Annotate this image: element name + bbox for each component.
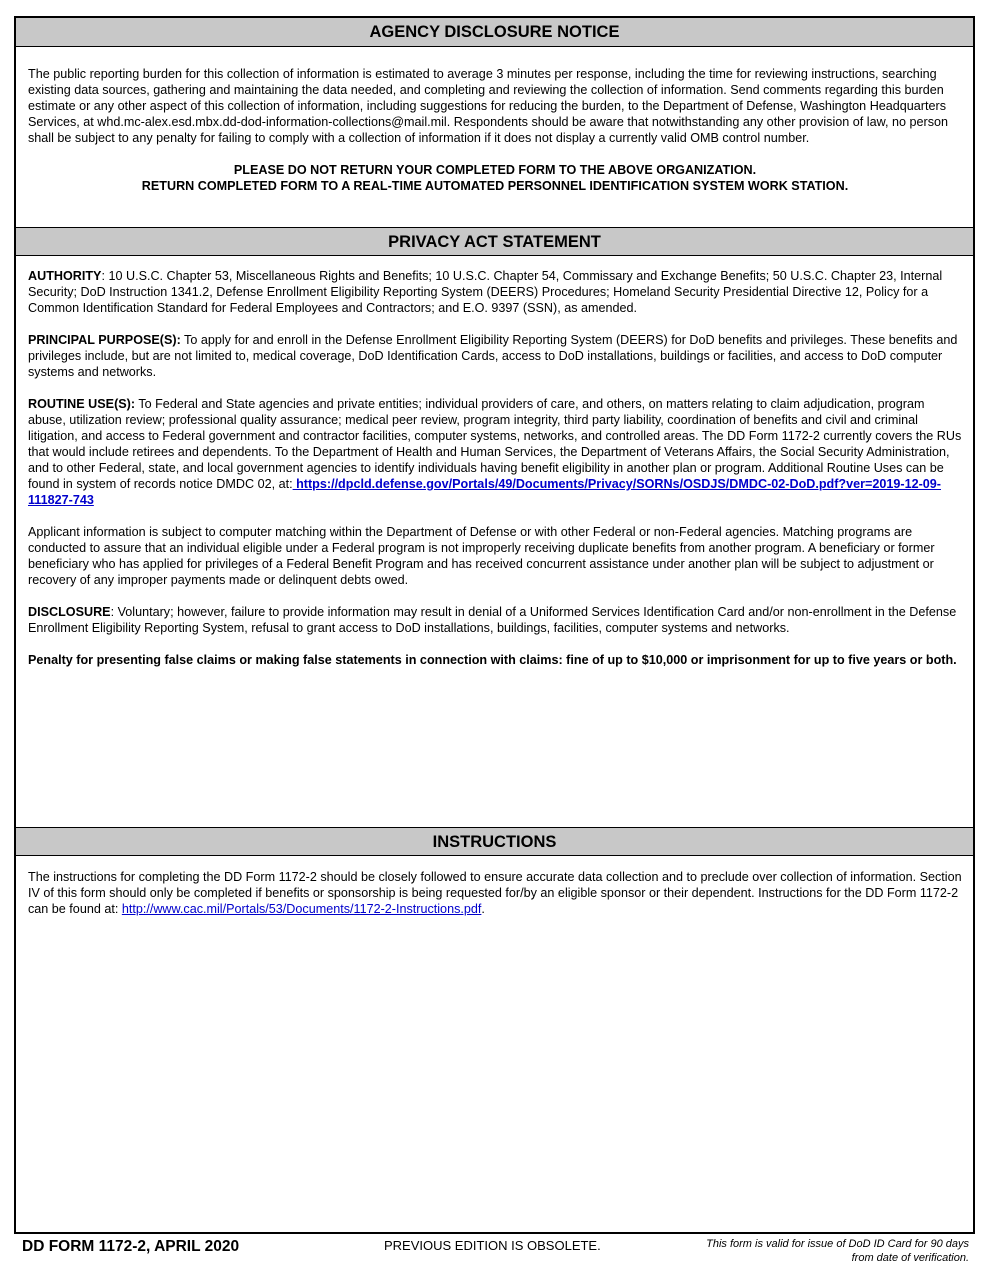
privacy-act-body [28,268,962,684]
sorn-link[interactable]: https://dpcld.defense.gov/Portals/49/Documents/Privacy/SORNs/OSDJS/DMDC-02-DoD.pdf?ver=2019-12-09-111827-743 [28,477,941,507]
matching-paragraph: Applicant information is subject to computer matching within the Department of Defense or with other Federal or non-Federal agencies. Matching programs are conducted to assure that an individual eligible under a Federal program is not improperly receiving duplicate benefits from another program. A beneficiary or former beneficiary who has applied for privileges of a Federal Benefit Program and has received concurrent assistance under another plan will be subject to adjustment or recovery of any improper payments made or delinquent debts owed. [28,525,935,587]
edition-note: PREVIOUS EDITION IS OBSOLETE. [384,1238,601,1253]
form-frame [14,16,975,1234]
form-id: DD FORM 1172-2, APRIL 2020 [22,1238,240,1255]
instructions-title: INSTRUCTIONS [432,833,557,851]
disclosure-text: : Voluntary; however, failure to provide information may result in denial of a Uniformed Services Identification Card and/or non-enrollment in the Defense Enrollment Eligibility Reporting System, refusal to grant access to DoD installations, buildings, facilities, computer systems and networks. [28,605,957,635]
purpose-label: PRINCIPAL PURPOSE(S): [28,333,181,347]
routine-uses-paragraph [28,396,962,508]
validity-line-1: This form is valid for issue of DoD ID Card for 90 days [706,1238,969,1250]
penalty-paragraph: Penalty for presenting false claims or making false statements in connection with claims: fine of up to $10,000 or imprisonment for up to five years or both. [28,653,957,667]
instructions-body [28,869,962,933]
purpose-paragraph [28,332,962,380]
instructions-text: The instructions for completing the DD Form 1172-2 should be closely followed to ensure accurate data collection and to preclude over collection of information. Section IV of this form should only be completed if benefits or sponsorship is being requested for/by an eligible sponsor or their dependent. Instructions for the DD Form 1172-2 can be found at: [28,870,962,916]
purpose-text: To apply for and enroll in the Defense Enrollment Eligibility Reporting System (DEERS) for DoD benefits and privileges. These benefits and privileges include, but are not limited to, medical coverage, DoD Identification Cards, access to DoD installations, buildings or facilities, and access to DoD computer systems and networks. [28,333,958,379]
routine-uses-label: ROUTINE USE(S): [28,397,136,411]
return-notice-line-1: PLEASE DO NOT RETURN YOUR COMPLETED FORM TO THE ABOVE ORGANIZATION. [233,163,757,177]
agency-disclosure-title: AGENCY DISCLOSURE NOTICE [369,23,620,41]
authority-paragraph [28,268,962,316]
instructions-paragraph [28,869,962,917]
validity-note [669,1237,969,1265]
privacy-act-title: PRIVACY ACT STATEMENT [388,233,601,251]
authority-text: : 10 U.S.C. Chapter 53, Miscellaneous Rights and Benefits; 10 U.S.C. Chapter 54, Commissary and Exchange Benefits; 50 U.S.C. Chapter 23, Internal Security; DoD Instruction 1341.2, Defense Enrollment Eligibility Reporting System (DEERS) Procedures; Homeland Security Presidential Directive 12, Policy for a Common Identification Standard for Federal Employees and Contractors; and E.O. 9397 (SSN), as amended. [28,269,943,315]
authority-label: AUTHORITY [28,269,102,283]
return-notice [28,162,962,194]
routine-uses-text: To Federal and State agencies and private entities; individual providers of care, and others, on matters relating to claim adjudication, program abuse, utilization review; professional quality assurance; medical peer review, program integrity, third party liability, coordination of benefits and civil and criminal litigation, and access to Federal government and contractor facilities, computer systems, networks, and controlled areas. The DD Form 1172-2 currently covers the RUs that would include retirees and dependents. To the Department of Health and Human Services, the Department of Veterans Affairs, the Social Security Administration, and to other Federal, state, and local government agencies to identify individuals having benefit eligibility in another plan or program. Additional Routine Uses can be found in system of records notice DMDC 02, at: [28,397,962,491]
instructions-link[interactable]: http://www.cac.mil/Portals/53/Documents/1172-2-Instructions.pdf [121,902,482,916]
privacy-act-header [16,227,973,256]
instructions-header [16,827,973,856]
burden-paragraph: The public reporting burden for this collection of information is estimated to average 3 minutes per response, including the time for reviewing instructions, searching existing data sources, gathering and maintaining the data needed, and completing and reviewing the collection of information. Send comments regarding this burden estimate or any other aspect of this collection of information, including suggestions for reducing the burden, to the Department of Defense, Washington Headquarters Services, at whd.mc-alex.esd.mbx.dd-dod-information-collections@mail.mil. Respondents should be aware that notwithstanding any other provision of law, no person shall be subject to any penalty for failing to comply with a collection of information if it does not display a currently valid OMB control number. [28,67,949,145]
agency-disclosure-header [16,18,973,47]
disclosure-paragraph [28,604,962,636]
return-notice-line-2: RETURN COMPLETED FORM TO A REAL-TIME AUTOMATED PERSONNEL IDENTIFICATION SYSTEM WORK STATION. [141,179,849,193]
instructions-period: . [481,902,485,916]
disclosure-label: DISCLOSURE [28,605,111,619]
agency-disclosure-body [28,66,962,194]
validity-line-2: from date of verification. [851,1252,969,1264]
